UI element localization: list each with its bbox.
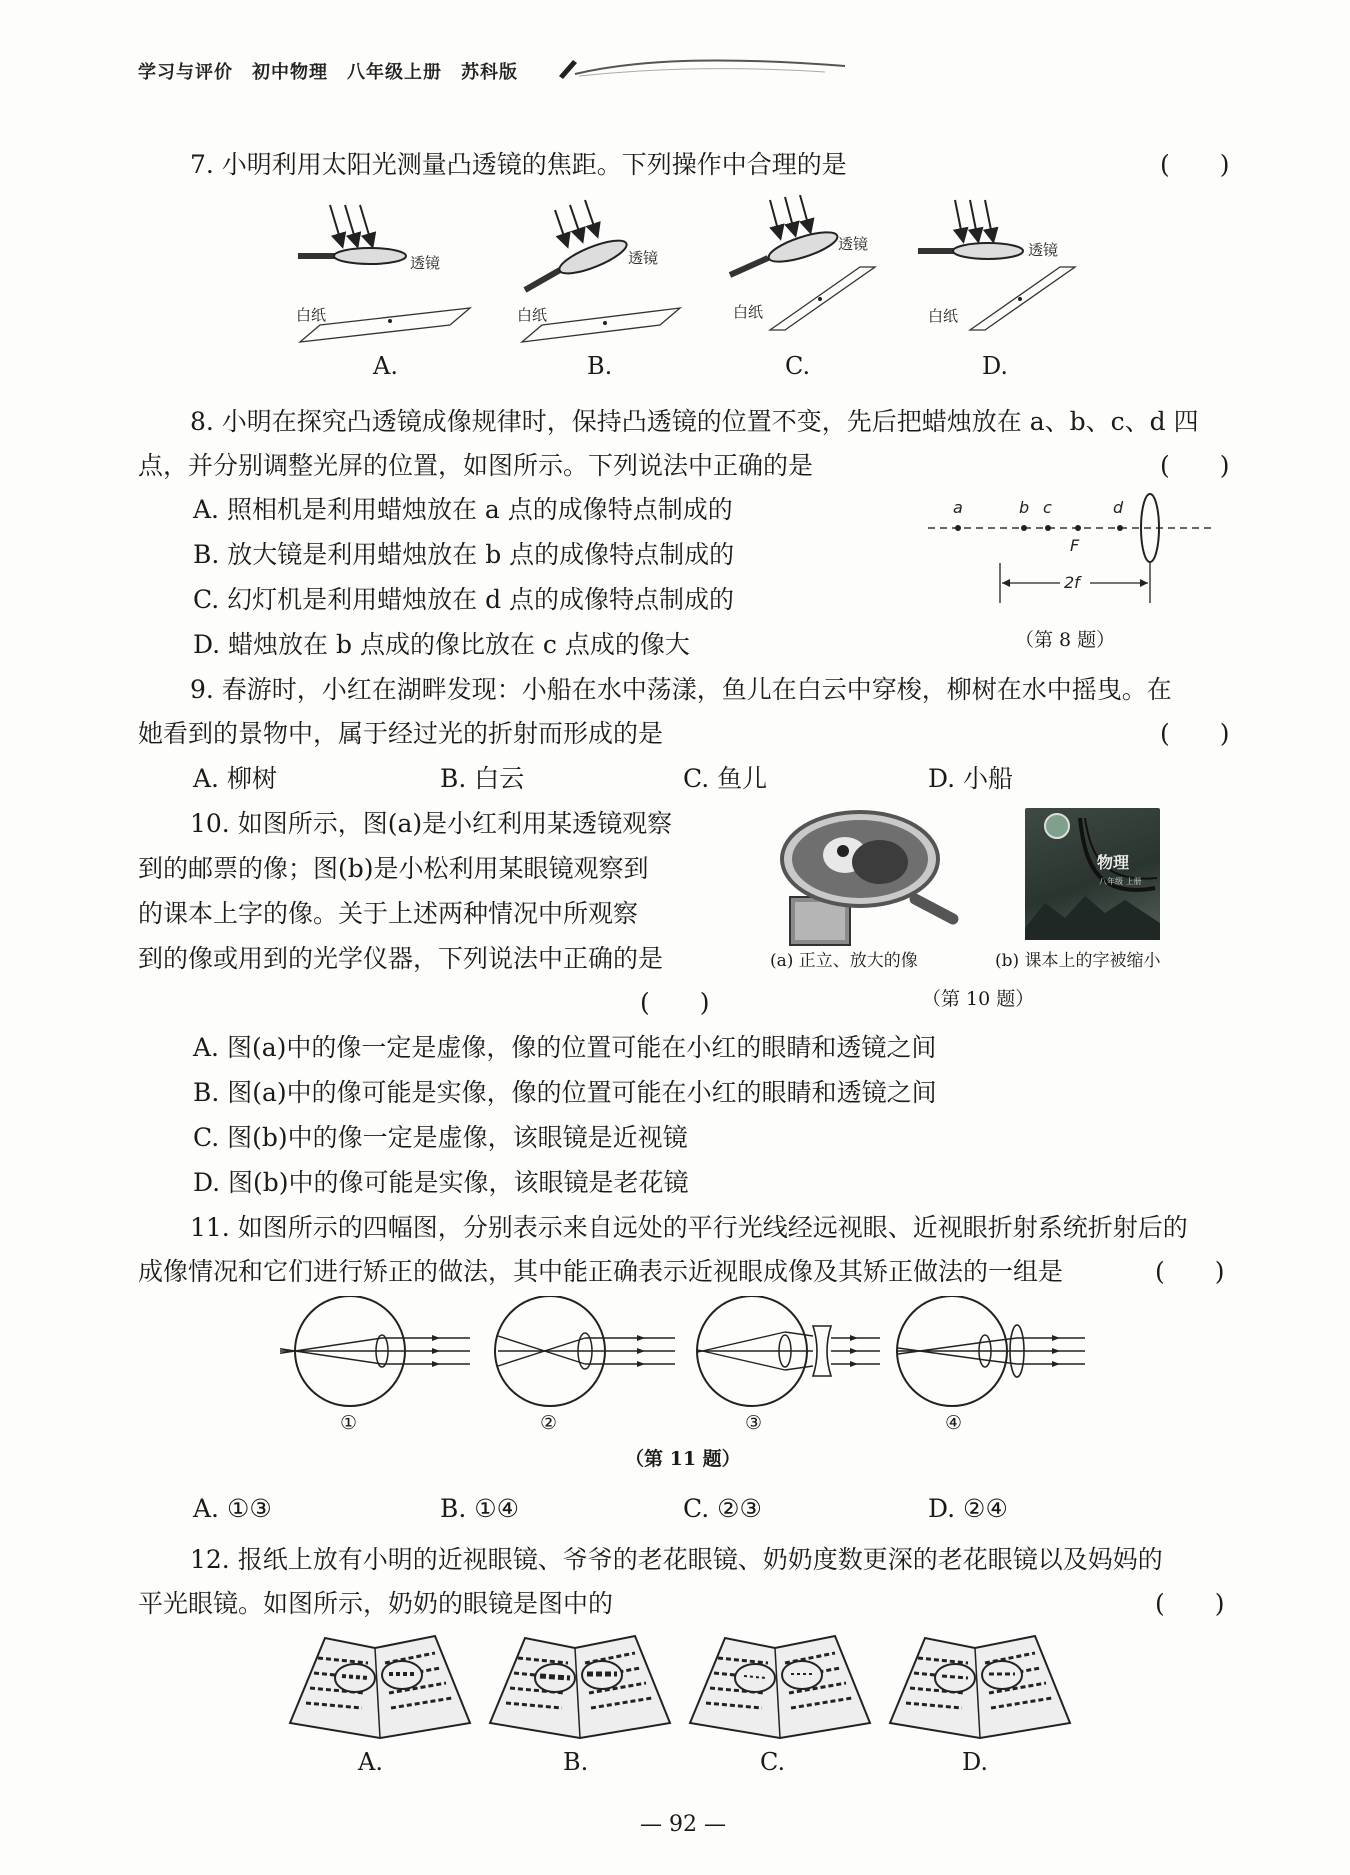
- q8-option-c[interactable]: C. 幻灯机是利用蜡烛放在 d 点的成像特点制成的: [193, 585, 735, 614]
- svg-text:透镜: 透镜: [410, 254, 441, 272]
- q12-stem-line2: 平光眼镜。如图所示，奶奶的眼镜是图中的: [138, 1589, 614, 1618]
- q7-option-c[interactable]: C.: [785, 352, 811, 380]
- q12-newspaper-glasses-figure: [280, 1628, 1080, 1748]
- q7-option-a-diagram: [296, 205, 470, 342]
- svg-text:c: c: [1043, 498, 1052, 517]
- q10-option-a[interactable]: A. 图(a)中的像一定是虚像，像的位置可能在小红的眼睛和透镜之间: [193, 1033, 937, 1062]
- svg-text:F: F: [1070, 536, 1080, 555]
- q9-answer-blank[interactable]: ( ): [1160, 719, 1230, 748]
- q8-stem-line2: 点，并分别调整光屏的位置，如图所示。下列说法中正确的是: [138, 451, 814, 480]
- pen-swoosh-decoration: [555, 52, 855, 84]
- q8-option-b[interactable]: B. 放大镜是利用蜡烛放在 b 点的成像特点制成的: [193, 540, 735, 569]
- q12-book-b: [490, 1636, 670, 1738]
- q12-option-a[interactable]: A.: [358, 1748, 383, 1776]
- q8-stem-line1: 8. 小明在探究凸透镜成像规律时，保持凸透镜的位置不变，先后把蜡烛放在 a、b、c、d 四: [190, 407, 1199, 436]
- q11-stem-line2: 成像情况和它们进行矫正的做法，其中能正确表示近视眼成像及其矫正做法的一组是: [138, 1257, 1064, 1286]
- svg-text:2f: 2f: [1064, 573, 1080, 592]
- q11-eye-4: [897, 1296, 1085, 1406]
- q9-option-a[interactable]: A. 柳树: [193, 764, 277, 793]
- q9-option-d[interactable]: D. 小船: [928, 764, 1014, 793]
- q11-stem-line1: 11. 如图所示的四幅图，分别表示来自远处的平行光线经远视眼、近视眼折射系统折射后的: [190, 1213, 1188, 1242]
- q12-answer-blank[interactable]: ( ): [1155, 1589, 1225, 1618]
- q11-answer-blank[interactable]: ( ): [1155, 1257, 1225, 1286]
- q10-stem-line4: 到的像或用到的光学仪器，下列说法中正确的是: [138, 944, 664, 973]
- q12-stem-line1: 12. 报纸上放有小明的近视眼镜、爷爷的老花眼镜、奶奶度数更深的老花眼镜以及妈妈的: [190, 1545, 1163, 1574]
- svg-text:d: d: [1113, 498, 1124, 517]
- q10-stem-line3: 的课本上字的像。关于上述两种情况中所观察: [138, 899, 639, 928]
- q11-option-b[interactable]: B. ①④: [440, 1494, 520, 1523]
- svg-text:八年级 上册: 八年级 上册: [1099, 877, 1142, 886]
- q10-textbook-glasses-photo: [1025, 808, 1160, 940]
- q11-eye-2: [495, 1296, 675, 1406]
- q10-stem-line1: 10. 如图所示，图(a)是小红利用某透镜观察: [190, 809, 673, 838]
- q8-figure-caption: （第 8 题）: [1015, 629, 1116, 651]
- q10-option-b[interactable]: B. 图(a)中的像可能是实像，像的位置可能在小红的眼睛和透镜之间: [193, 1078, 937, 1107]
- q11-option-d[interactable]: D. ②④: [928, 1494, 1008, 1523]
- q11-figure-caption: （第 11 题）: [625, 1448, 741, 1470]
- q7-option-b[interactable]: B.: [587, 352, 613, 380]
- q11-option-c[interactable]: C. ②③: [683, 1494, 762, 1523]
- q11-eye-3: [697, 1296, 880, 1406]
- q11-label-4: ④: [945, 1412, 963, 1434]
- q11-label-1: ①: [340, 1412, 358, 1434]
- q9-stem-line1: 9. 春游时，小红在湖畔发现：小船在水中荡漾，鱼儿在白云中穿梭，柳树在水中摇曳。在: [190, 675, 1172, 704]
- svg-text:白纸: 白纸: [517, 306, 548, 324]
- q7-answer-blank[interactable]: ( ): [1160, 150, 1230, 179]
- q10-caption-b: (b) 课本上的字被缩小: [995, 951, 1161, 971]
- q8-lens-axis-figure: [920, 488, 1220, 608]
- svg-text:透镜: 透镜: [1028, 241, 1059, 259]
- page-number: — 92 —: [640, 1812, 726, 1837]
- q10-figure-caption: （第 10 题）: [922, 988, 1035, 1010]
- running-header: 学习与评价 初中物理 八年级上册 苏科版: [138, 62, 518, 83]
- q12-option-c[interactable]: C.: [760, 1748, 786, 1776]
- svg-text:b: b: [1019, 498, 1030, 517]
- q8-option-a[interactable]: A. 照相机是利用蜡烛放在 a 点的成像特点制成的: [193, 495, 733, 524]
- q7-option-d[interactable]: D.: [982, 352, 1009, 380]
- svg-text:透镜: 透镜: [628, 249, 659, 267]
- q12-option-d[interactable]: D.: [962, 1748, 989, 1776]
- q12-book-a: [290, 1636, 470, 1738]
- q8-answer-blank[interactable]: ( ): [1160, 451, 1230, 480]
- q7-figure: [280, 195, 1080, 355]
- q7-option-a[interactable]: A.: [373, 352, 398, 380]
- q11-option-a[interactable]: A. ①③: [193, 1494, 272, 1523]
- q7-option-b-diagram: [517, 200, 680, 342]
- q7-option-d-diagram: [918, 200, 1075, 330]
- q10-option-c[interactable]: C. 图(b)中的像一定是虚像，该眼镜是近视镜: [193, 1123, 688, 1152]
- q10-stem-line2: 到的邮票的像；图(b)是小松利用某眼镜观察到: [138, 854, 649, 883]
- q9-stem-line2: 她看到的景物中，属于经过光的折射而形成的是: [138, 719, 664, 748]
- svg-text:白纸: 白纸: [733, 303, 764, 321]
- q9-option-c[interactable]: C. 鱼儿: [683, 764, 768, 793]
- q12-book-d: [890, 1636, 1070, 1738]
- svg-text:白纸: 白纸: [928, 307, 959, 325]
- q10-answer-blank[interactable]: ( ): [640, 988, 710, 1017]
- q12-option-b[interactable]: B.: [563, 1748, 589, 1776]
- q7-stem: 7. 小明利用太阳光测量凸透镜的焦距。下列操作中合理的是: [190, 150, 847, 179]
- svg-text:白纸: 白纸: [296, 306, 327, 324]
- q9-option-b[interactable]: B. 白云: [440, 764, 525, 793]
- q11-label-3: ③: [745, 1412, 763, 1434]
- q7-option-c-diagram: [730, 195, 875, 330]
- q8-option-d[interactable]: D. 蜡烛放在 b 点成的像比放在 c 点成的像大: [193, 630, 690, 659]
- svg-text:透镜: 透镜: [838, 235, 869, 253]
- q12-book-c: [690, 1636, 870, 1738]
- svg-text:物理: 物理: [1097, 853, 1130, 872]
- q11-eye-diagrams: [280, 1296, 1100, 1416]
- q10-magnifier-stamp-photo: [775, 807, 965, 957]
- q10-caption-a: (a) 正立、放大的像: [770, 951, 918, 971]
- q11-label-2: ②: [540, 1412, 558, 1434]
- q10-option-d[interactable]: D. 图(b)中的像可能是实像，该眼镜是老花镜: [193, 1168, 689, 1197]
- svg-text:a: a: [953, 498, 963, 517]
- q11-eye-1: [280, 1296, 470, 1406]
